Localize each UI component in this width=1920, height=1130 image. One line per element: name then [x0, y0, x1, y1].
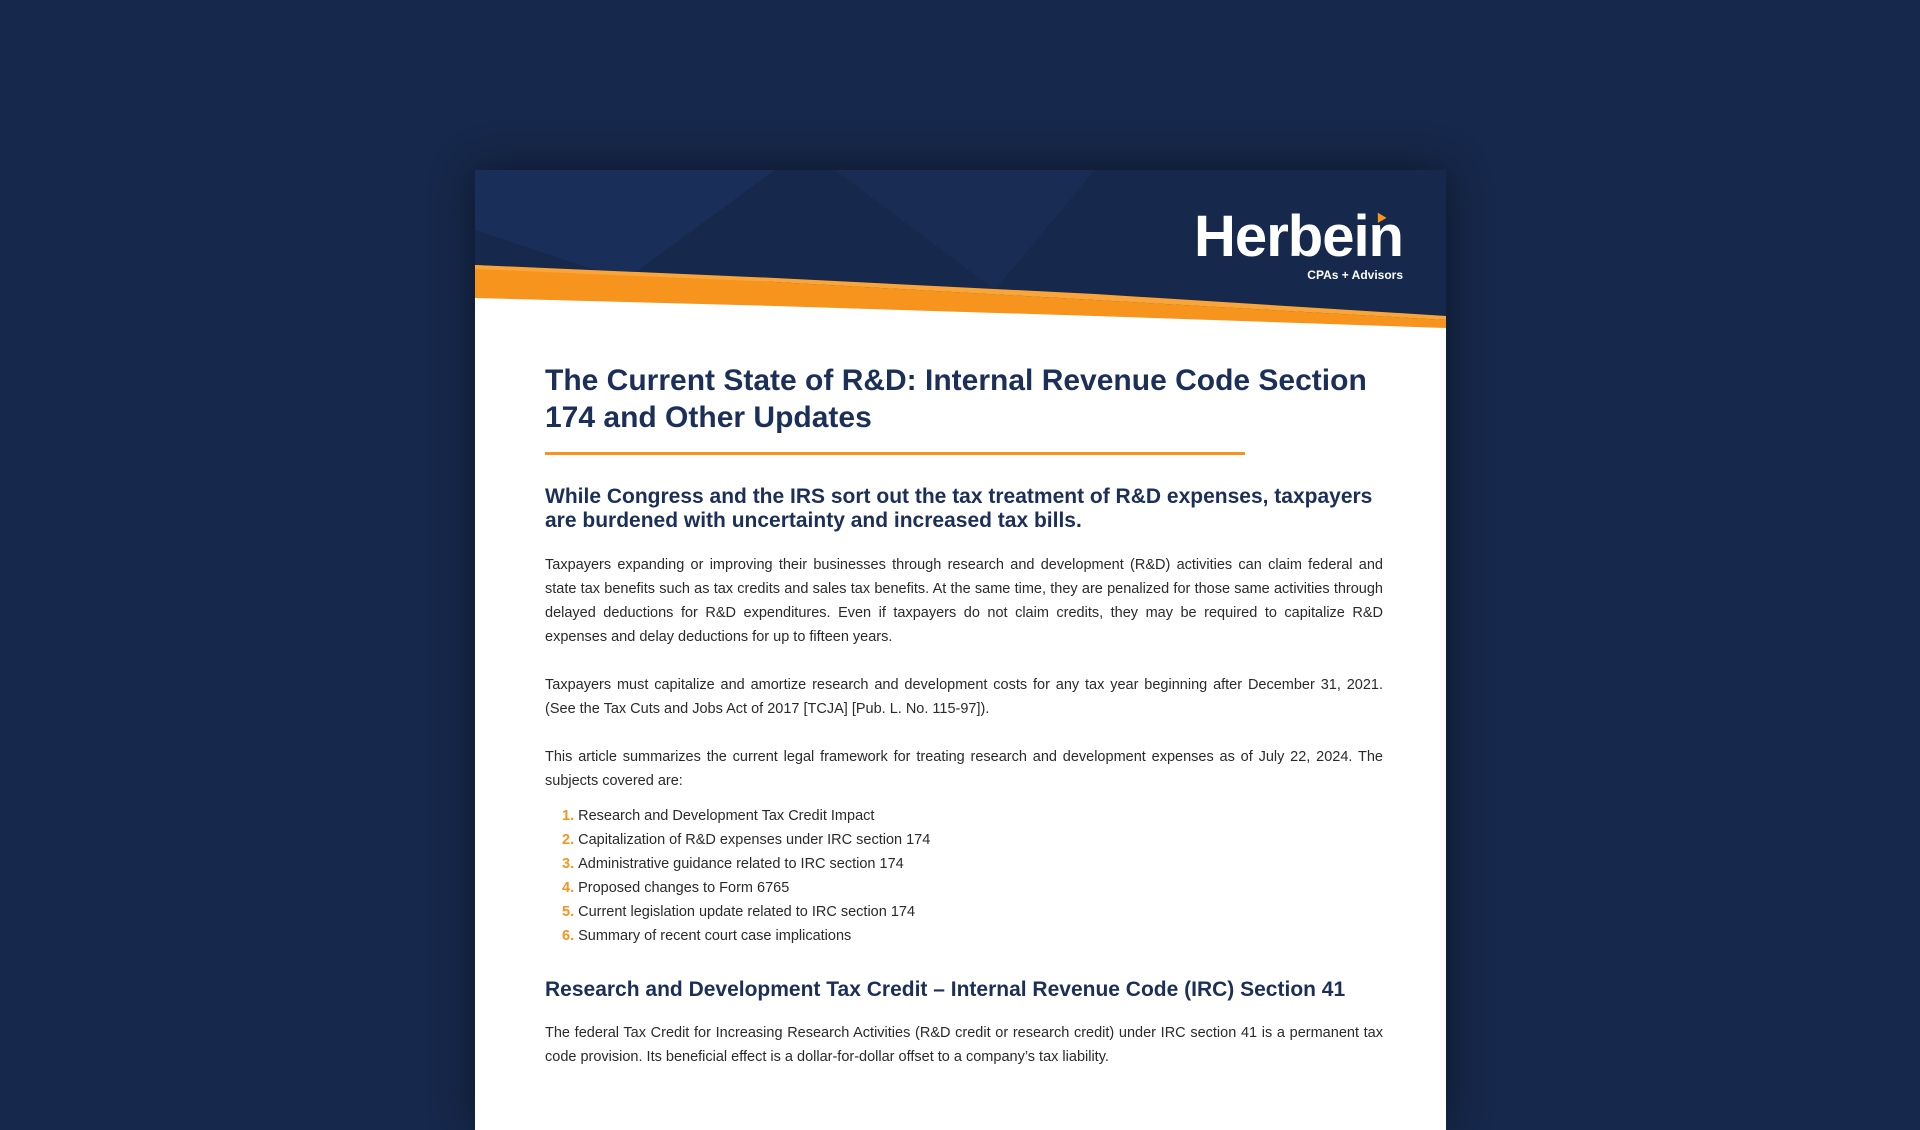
- list-item: [562, 828, 1383, 852]
- list-item-text: Capitalization of R&D expenses under IRC section 174: [578, 832, 931, 848]
- list-item-text: Research and Development Tax Credit Impact: [578, 808, 875, 824]
- list-item: [562, 852, 1383, 876]
- topics-list: [545, 804, 1383, 948]
- capitalization-paragraph: Taxpayers must capitalize and amortize research and development costs for any tax year beginning after December 31, 2021. (See the Tax Cuts and Jobs Act of 2017 [TCJA] [Pub. L. No. 115-97]).: [545, 677, 1383, 717]
- document-subtitle: While Congress and the IRS sort out the tax treatment of R&D expenses, taxpayers are burdened with uncertainty and increased tax bills.: [545, 485, 1373, 532]
- list-number: 2.: [562, 832, 575, 848]
- list-item-text: Proposed changes to Form 6765: [578, 880, 790, 896]
- list-number: 5.: [562, 904, 575, 920]
- list-item: [562, 876, 1383, 900]
- logo-wordmark: Herbein: [1194, 204, 1403, 269]
- list-number: 3.: [562, 856, 575, 872]
- list-item: [562, 900, 1383, 924]
- list-item: [562, 804, 1383, 828]
- list-item: [562, 924, 1383, 948]
- intro-paragraph: Taxpayers expanding or improving their businesses through research and development (R&D) activities can claim federal and state tax benefits such as tax credits and sales tax benefits. At the same time, they are penalized for those same activities through delayed deductions for R&D expenditures. Even if taxpayers do not claim credits, they may be required to capitalize R&D expenses and delay deductions for up to fifteen years.: [545, 557, 1383, 645]
- title-divider: [545, 452, 1245, 455]
- summary-paragraph: This article summarizes the current legal framework for treating research and development expenses as of July 22, 2024. The subjects covered are:: [545, 749, 1383, 789]
- herbein-logo: [1163, 206, 1423, 286]
- list-number: 4.: [562, 880, 575, 896]
- document-body: [545, 362, 1383, 1069]
- section-heading: Research and Development Tax Credit – Internal Revenue Code (IRC) Section 41: [545, 978, 1346, 1001]
- document-title: The Current State of R&D: Internal Revenue Code Section 174 and Other Updates: [545, 364, 1367, 434]
- list-number: 1.: [562, 808, 575, 824]
- section-paragraph: The federal Tax Credit for Increasing Research Activities (R&D credit or research credit) under IRC section 41 is a permanent tax code provision. Its beneficial effect is a dollar-for-dollar offset to a company’s tax liability.: [545, 1025, 1383, 1065]
- list-item-text: Summary of recent court case implications: [578, 928, 852, 944]
- list-number: 6.: [562, 928, 575, 944]
- logo-tagline: CPAs + Advisors: [1307, 268, 1403, 282]
- list-item-text: Administrative guidance related to IRC section 174: [578, 856, 904, 872]
- document-page: [475, 170, 1446, 1130]
- list-item-text: Current legislation update related to IRC section 174: [578, 904, 916, 920]
